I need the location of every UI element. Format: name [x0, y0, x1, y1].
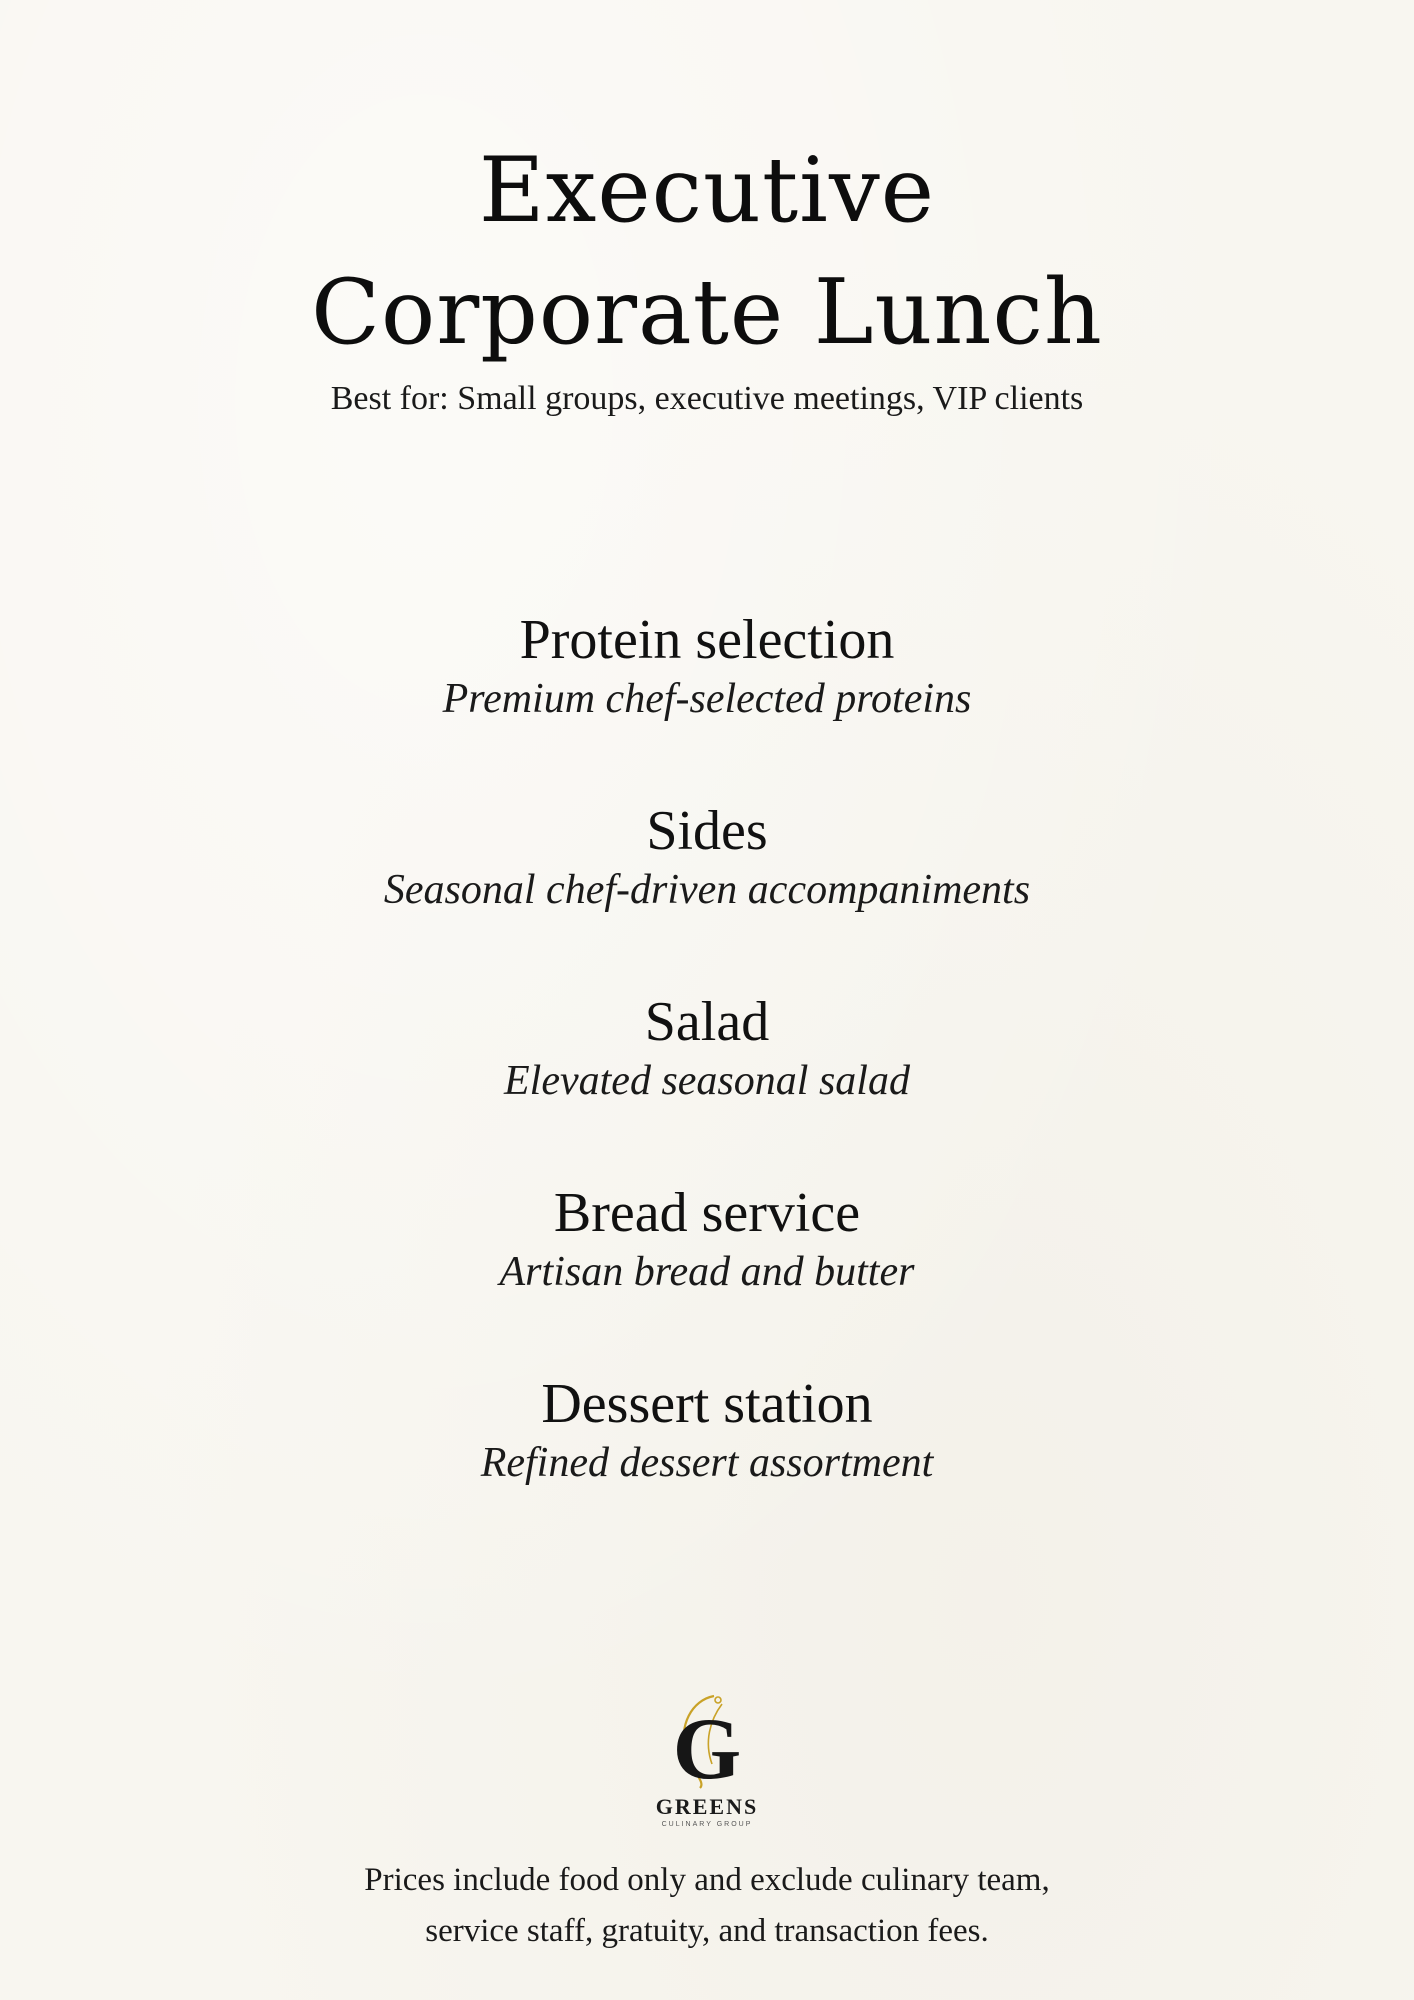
svg-text:G: G	[672, 1701, 742, 1790]
menu-item-name: Salad	[644, 991, 770, 1053]
pricing-note-line: service staff, gratuity, and transaction fees.	[425, 1913, 989, 1949]
page-subtitle: Best for: Small groups, executive meetings, VIP clients	[330, 380, 1084, 417]
brand-logo	[0, 1690, 1414, 1828]
menu-item-description: Elevated seasonal salad	[504, 1058, 910, 1104]
brand-name: GREENS	[655, 1794, 759, 1819]
menu-item-bread	[0, 1180, 1414, 1371]
menu-item-protein	[0, 607, 1414, 798]
menu-item-dessert	[0, 1371, 1414, 1562]
pricing-note	[0, 1855, 1414, 1957]
greens-monogram-icon	[652, 1690, 762, 1790]
menu-item-description: Artisan bread and butter	[499, 1249, 915, 1295]
pricing-note-line: Prices include food only and exclude culinary team,	[364, 1862, 1050, 1898]
page-title: Executive Corporate Lunch	[311, 138, 1103, 365]
menu-item-name: Bread service	[553, 1182, 861, 1244]
menu-item-name: Protein selection	[519, 609, 895, 671]
menu-item-name: Sides	[646, 800, 768, 862]
menu-item-description: Seasonal chef-driven accompaniments	[383, 867, 1031, 913]
menu-item-salad	[0, 989, 1414, 1180]
menu-item-sides	[0, 798, 1414, 989]
menu-item-name: Dessert station	[541, 1373, 873, 1435]
brand-tagline: CULINARY GROUP	[661, 1821, 753, 1828]
menu-list	[0, 607, 1414, 1562]
page-header	[0, 130, 1414, 418]
menu-item-description: Premium chef-selected proteins	[442, 676, 972, 722]
menu-item-description: Refined dessert assortment	[480, 1440, 934, 1486]
